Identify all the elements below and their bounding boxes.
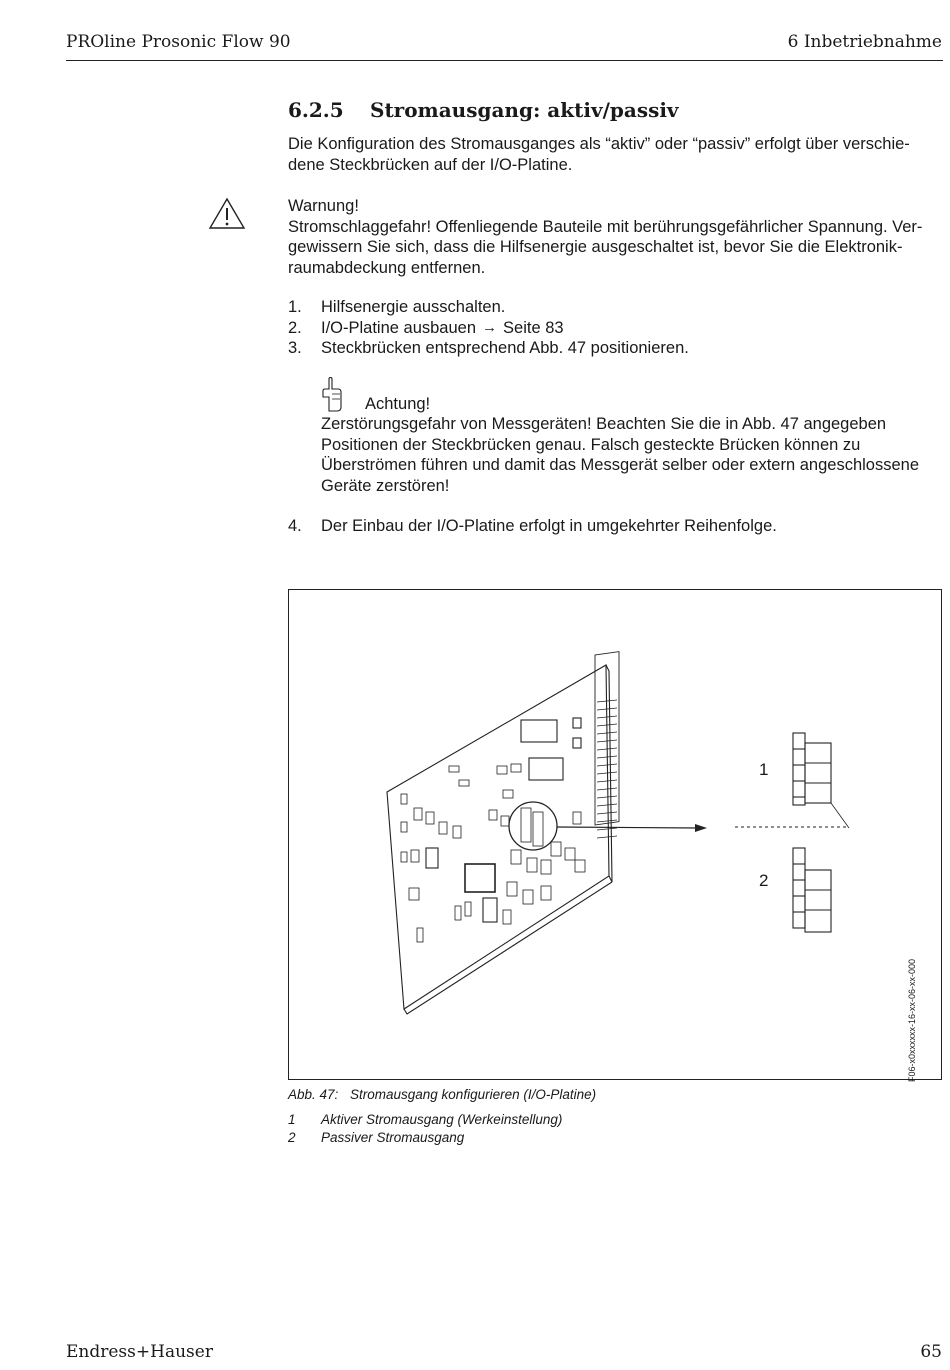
figure-io-board bbox=[288, 589, 942, 1080]
section-heading bbox=[288, 98, 679, 122]
caption-text: Stromausgang konfigurieren (I/O-Platine) bbox=[350, 1087, 597, 1102]
warning-triangle-icon bbox=[208, 197, 246, 231]
arrow-right-icon: → bbox=[482, 318, 498, 336]
intro-line: dene Steckbrücken auf der I/O-Platine. bbox=[288, 155, 573, 174]
footer-brand: Endress+Hauser bbox=[66, 1342, 213, 1362]
section-number: 6.2.5 bbox=[288, 98, 344, 122]
drawing-id: F06-x0xxxxxx-16-xx-06-xx-000 bbox=[907, 958, 917, 1082]
jumper-passive-drawing bbox=[793, 848, 831, 932]
caution-line: Geräte zerstören! bbox=[321, 476, 450, 495]
header-chapter: 6 Inbetriebnahme bbox=[787, 32, 942, 52]
board-outline bbox=[387, 665, 609, 1009]
legend-text: Passiver Stromausgang bbox=[321, 1130, 465, 1145]
step-list bbox=[288, 297, 943, 359]
footer-page-number: 65 bbox=[920, 1342, 942, 1362]
intro-paragraph bbox=[288, 134, 943, 175]
step-text: Hilfsenergie ausschalten. bbox=[321, 298, 506, 316]
section-title: Stromausgang: aktiv/passiv bbox=[370, 98, 679, 122]
figure-label-2: 2 bbox=[759, 871, 769, 890]
step-item bbox=[288, 338, 943, 359]
caution-line: Positionen der Steckbrücken genau. Falsch gesteckte Brücken können zu bbox=[321, 435, 861, 454]
warning-line: gewissern Sie sich, dass die Hilfsenergie ausgeschaltet ist, bevor Sie die Elektronik- bbox=[288, 238, 903, 256]
warning-block bbox=[288, 196, 943, 278]
step-number: 2. bbox=[288, 318, 302, 337]
caution-label: Achtung! bbox=[365, 395, 431, 413]
legend-number: 2 bbox=[288, 1130, 296, 1145]
pointing-hand-icon bbox=[320, 377, 344, 413]
legend-item bbox=[288, 1112, 562, 1127]
step-text: Steckbrücken entsprechend Abb. 47 positionieren. bbox=[321, 339, 689, 357]
step-item bbox=[288, 297, 943, 318]
chip bbox=[465, 864, 495, 892]
figure-caption bbox=[288, 1087, 596, 1102]
pointer-arrow-line bbox=[557, 827, 699, 828]
header-rule bbox=[66, 60, 943, 61]
caution-block bbox=[321, 414, 946, 496]
intro-line: Die Konfiguration des Stromausganges als “aktiv” oder “passiv” erfolgt über verschie- bbox=[288, 135, 910, 153]
warning-line: Stromschlaggefahr! Offenliegende Bauteile mit berührungsgefährlicher Spannung. Ver- bbox=[288, 217, 923, 236]
legend-number: 1 bbox=[288, 1112, 296, 1127]
step-item bbox=[288, 516, 943, 537]
legend-text: Aktiver Stromausgang (Werkeinstellung) bbox=[321, 1112, 563, 1127]
step-number: 1. bbox=[288, 298, 302, 316]
figure-label-1: 1 bbox=[759, 760, 769, 779]
io-board-drawing bbox=[289, 590, 941, 1079]
caution-line: Überströmen führen und damit das Messgerät selber oder extern angeschlossene bbox=[321, 456, 919, 474]
warning-label: Warnung! bbox=[288, 197, 359, 215]
warning-line: raumabdeckung entfernen. bbox=[288, 258, 486, 277]
caution-line: Zerstörungsgefahr von Messgeräten! Beachten Sie die in Abb. 47 angegeben bbox=[321, 415, 887, 433]
page-reference-link[interactable]: Seite 83 bbox=[503, 318, 564, 337]
step-number: 3. bbox=[288, 339, 302, 357]
step-text: Der Einbau der I/O-Platine erfolgt in umgekehrter Reihenfolge. bbox=[321, 517, 777, 535]
legend-item bbox=[288, 1130, 464, 1145]
header-product-name: PROline Prosonic Flow 90 bbox=[66, 32, 291, 52]
step-number: 4. bbox=[288, 517, 302, 535]
step-text: I/O-Platine ausbauen bbox=[321, 318, 477, 337]
caption-number: Abb. 47: bbox=[288, 1087, 339, 1102]
step-item bbox=[288, 318, 943, 339]
jumper-active-drawing bbox=[793, 733, 849, 828]
